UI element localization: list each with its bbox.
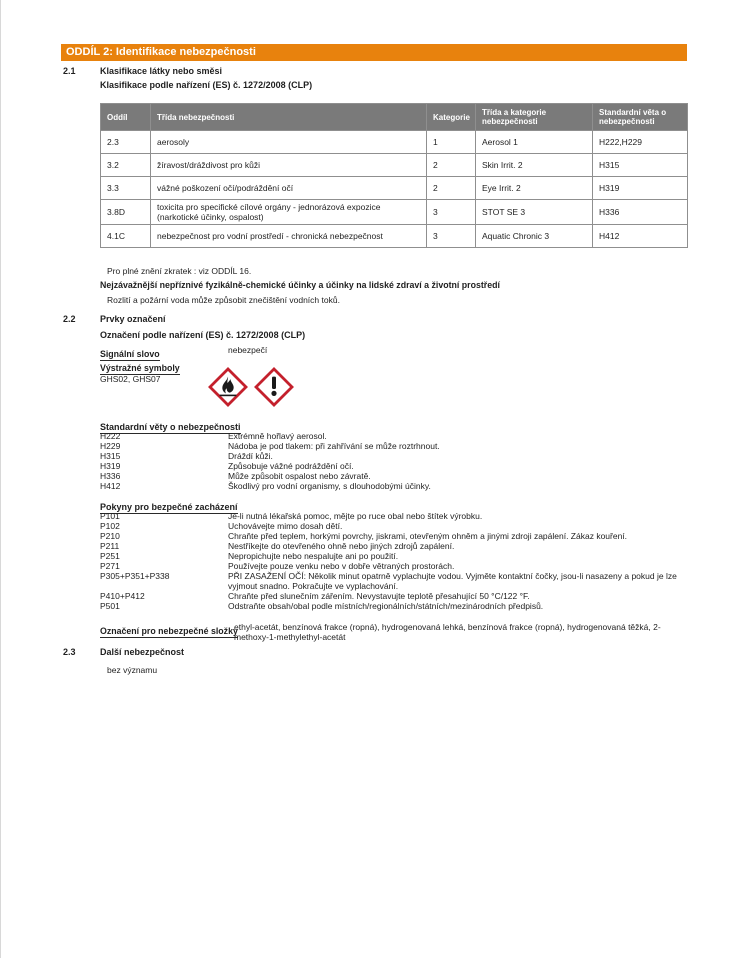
- table-cell: STOT SE 3: [476, 200, 593, 225]
- statement-text: Může způsobit ospalost nebo závratě.: [228, 471, 371, 481]
- precautionary-statements-list: [100, 511, 690, 611]
- table-cell: 1: [427, 131, 476, 154]
- statement-code: H319: [100, 461, 121, 471]
- precautionary-statement-row: [100, 571, 690, 591]
- statement-text: Odstraňte obsah/obal podle místních/regionálních/státních/mezinárodních předpisů.: [228, 601, 544, 611]
- labelling-subtitle: Označení podle nařízení (ES) č. 1272/2008 (CLP): [100, 330, 306, 340]
- hazard-statement-row: [100, 441, 690, 451]
- section-2-1-number: 2.1: [63, 66, 76, 76]
- ghs-pictograms: [208, 367, 296, 412]
- statement-code: P271: [100, 561, 120, 571]
- table-cell: H315: [593, 154, 688, 177]
- other-hazards-text: bez významu: [107, 665, 158, 675]
- section-2-3-title: Další nebezpečnost: [100, 647, 185, 657]
- table-cell: Aquatic Chronic 3: [476, 225, 593, 248]
- col-header-kategorie: Kategorie: [427, 104, 476, 131]
- statement-text: Nepropichujte nebo nespalujte ani po použití.: [228, 551, 399, 561]
- table-header-row: [101, 104, 688, 131]
- table-cell: žíravost/dráždivost pro kůži: [151, 154, 427, 177]
- hazard-statement-row: [100, 461, 690, 471]
- hazard-statement-row: [100, 471, 690, 481]
- table-cell: 3.3: [101, 177, 151, 200]
- hazard-statement-row: [100, 451, 690, 461]
- table-cell: H336: [593, 200, 688, 225]
- classification-subtitle: Klasifikace podle nařízení (ES) č. 1272/2008 (CLP): [100, 80, 313, 90]
- components-label-row: [100, 621, 238, 639]
- section-2-3-number: 2.3: [63, 647, 76, 657]
- table-row: [101, 200, 688, 225]
- statement-code: H229: [100, 441, 121, 451]
- statement-text: Způsobuje vážné podráždění očí.: [228, 461, 354, 471]
- table-row: [101, 177, 688, 200]
- statement-code: H222: [100, 431, 121, 441]
- statement-code: H336: [100, 471, 121, 481]
- precautionary-statement-row: [100, 601, 690, 611]
- statement-text: Škodlivý pro vodní organismy, s dlouhodobými účinky.: [228, 481, 431, 491]
- precautionary-statement-row: [100, 591, 690, 601]
- statement-code: P410+P412: [100, 591, 145, 601]
- table-cell: 4.1C: [101, 225, 151, 248]
- statement-code: P210: [100, 531, 120, 541]
- precautionary-statement-row: [100, 541, 690, 551]
- statement-code: P305+P351+P338: [100, 571, 170, 581]
- adverse-effects-text: Rozlití a požární voda může způsobit znečištění vodních toků.: [107, 295, 340, 305]
- table-cell: aerosoly: [151, 131, 427, 154]
- table-row: [101, 225, 688, 248]
- statement-text: Chraňte před teplem, horkými povrchy, jiskrami, otevřeným ohněm a jinými zdroji zapálení. Zákaz kouření.: [228, 531, 628, 541]
- signal-word-value: nebezpečí: [228, 345, 268, 355]
- statement-text: Dráždí kůži.: [228, 451, 273, 461]
- statement-code: H315: [100, 451, 121, 461]
- hazard-statements-list: [100, 431, 690, 491]
- signal-word-label: Signální slovo: [100, 349, 160, 359]
- col-header-trida-kategorie: Třída a kategorie nebezpečnosti: [476, 104, 593, 131]
- section-banner: [61, 44, 687, 61]
- section-2-1-title: Klasifikace látky nebo směsi: [100, 66, 223, 76]
- table-cell: 2: [427, 154, 476, 177]
- table-cell: 3.8D: [101, 200, 151, 225]
- statement-text: Nestříkejte do otevřeného ohně nebo jiných zdrojů zapálení.: [228, 541, 455, 551]
- statement-text: Je-li nutná lékařská pomoc, mějte po ruce obal nebo štítek výrobku.: [228, 511, 483, 521]
- statement-text: Používejte pouze venku nebo v dobře větraných prostorách.: [228, 561, 455, 571]
- statement-code: P251: [100, 551, 120, 561]
- table-cell: Eye Irrit. 2: [476, 177, 593, 200]
- ghs02-flame-icon: [208, 367, 248, 407]
- precautionary-statement-row: [100, 551, 690, 561]
- table-cell: toxicita pro specifické cílové orgány - jednorázová expozice (narkotické účinky, ospalost): [151, 200, 427, 225]
- col-header-oddil: Oddíl: [101, 104, 151, 131]
- table-cell: 2.3: [101, 131, 151, 154]
- warning-symbols-label: Výstražné symboly: [100, 363, 180, 373]
- components-value: ethyl-acetát, benzínová frakce (ropná), hydrogenovaná lehká, benzínová frakce (ropná), hydrogenovaná těžká, 2-methoxy-1-methylethyl-acetát: [234, 622, 661, 642]
- table-row: [101, 131, 688, 154]
- col-header-trida: Třída nebezpečnosti: [151, 104, 427, 131]
- precautionary-statement-row: [100, 531, 690, 541]
- table-cell: Skin Irrit. 2: [476, 154, 593, 177]
- table-cell: 3: [427, 225, 476, 248]
- table-cell: nebezpečnost pro vodní prostředí - chronická nebezpečnost: [151, 225, 427, 248]
- table-cell: H222,H229: [593, 131, 688, 154]
- section-banner-title: ODDÍL 2: Identifikace nebezpečnosti: [66, 46, 256, 58]
- precautionary-statement-row: [100, 561, 690, 571]
- table-cell: 3: [427, 200, 476, 225]
- statement-text: Nádoba je pod tlakem: při zahřívání se může roztrhnout.: [228, 441, 440, 451]
- adverse-effects-heading: Nejzávažnější nepříznivé fyzikálně-chemické účinky a účinky na lidské zdraví a životní prostředí: [100, 280, 500, 290]
- components-label: Označení pro nebezpečné složky: [100, 626, 238, 636]
- statement-code: P101: [100, 511, 120, 521]
- ghs07-exclamation-icon: [254, 367, 294, 407]
- hazard-statements-heading: Standardní věty o nebezpečnosti: [100, 422, 241, 432]
- table-cell: 2: [427, 177, 476, 200]
- classification-table-wrap: [100, 103, 688, 248]
- hazard-statement-row: [100, 481, 690, 491]
- section-2-2-title: Prvky označení: [100, 314, 166, 324]
- statement-text: Uchovávejte mimo dosah dětí.: [228, 521, 343, 531]
- classification-table: [100, 103, 688, 248]
- statement-text: Extrémně hořlavý aerosol.: [228, 431, 327, 441]
- col-header-standardni-veta: Standardní věta o nebezpečnosti: [593, 104, 688, 131]
- statement-code: H412: [100, 481, 121, 491]
- precautionary-statement-row: [100, 521, 690, 531]
- table-row: [101, 154, 688, 177]
- statement-code: P211: [100, 541, 120, 551]
- precautionary-statement-row: [100, 511, 690, 521]
- precautionary-heading: Pokyny pro bezpečné zacházení: [100, 502, 238, 512]
- abbreviation-note: Pro plné znění zkratek : viz ODDÍL 16.: [107, 266, 252, 276]
- statement-code: P501: [100, 601, 120, 611]
- section-2-2-number: 2.2: [63, 314, 76, 324]
- statement-text: PŘI ZASAŽENÍ OČÍ: Několik minut opatrně vyplachujte vodou. Vyjměte kontaktní čočky, jsou-li nasazeny a pokud je lze vyjmout snadno. Pokračujte ve vyplachování.: [228, 571, 677, 591]
- table-cell: 3.2: [101, 154, 151, 177]
- statement-code: P102: [100, 521, 120, 531]
- table-cell: Aerosol 1: [476, 131, 593, 154]
- table-cell: H412: [593, 225, 688, 248]
- table-cell: H319: [593, 177, 688, 200]
- hazard-statement-row: [100, 431, 690, 441]
- table-cell: vážné poškození očí/podráždění očí: [151, 177, 427, 200]
- ghs-codes: GHS02, GHS07: [100, 374, 161, 384]
- statement-text: Chraňte před slunečním zářením. Nevystavujte teplotě přesahující 50 °C/122 °F.: [228, 591, 530, 601]
